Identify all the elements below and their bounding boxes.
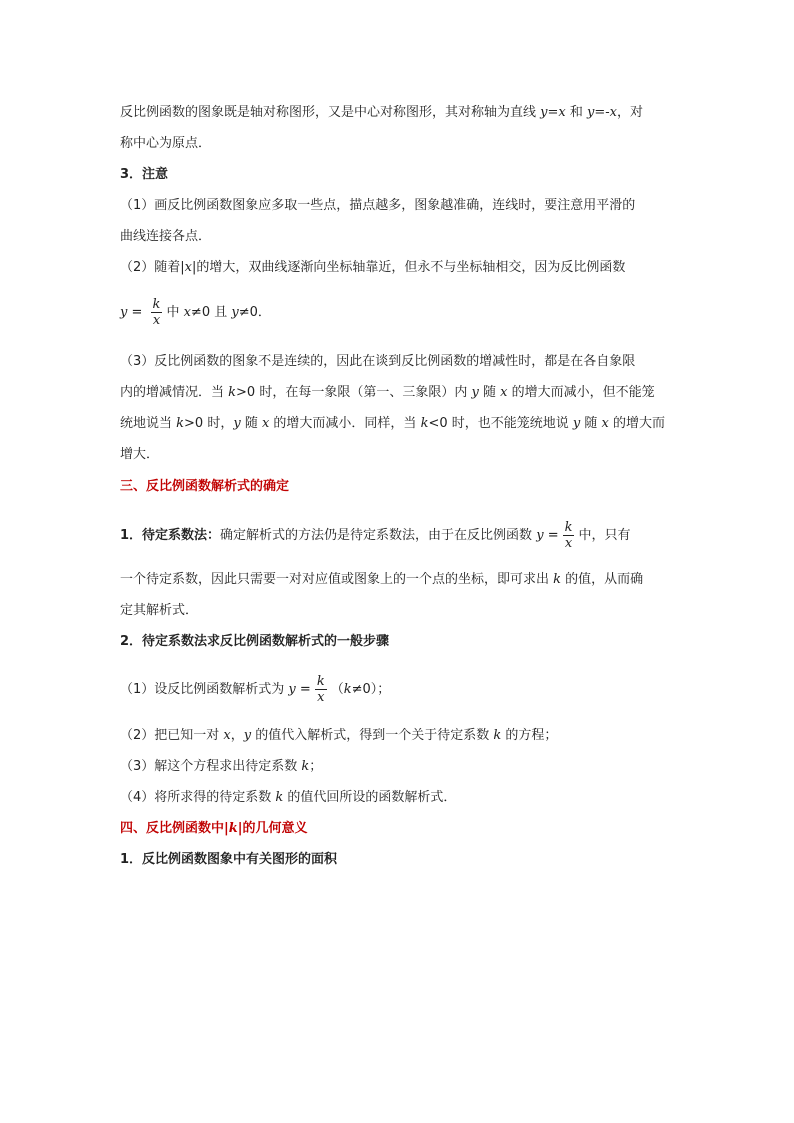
text: ≠0）；: [351, 682, 391, 697]
text: 反比例函数的图象既是轴对称图形，又是中心对称图形，其对称轴为直线: [120, 105, 541, 120]
var-k: k: [343, 682, 352, 697]
var-y: y: [536, 528, 544, 543]
text: >0 时，: [184, 416, 234, 431]
section-title-determine-expression: 三、反比例函数解析式的确定: [120, 479, 290, 494]
var-k: k: [301, 759, 310, 774]
var-k: k: [275, 790, 284, 805]
fraction-numerator: k: [564, 520, 573, 535]
section-title-geometric-meaning: [120, 819, 308, 839]
text: |的增大，双曲线逐渐向坐标轴靠近，但永不与坐标轴相交，因为反比例函数: [192, 260, 626, 275]
method-label: 1．待定系数法：: [120, 528, 221, 543]
heading-area-of-figures: 1．反比例函数图象中有关图形的面积: [120, 852, 338, 867]
text: ≠0．: [238, 305, 271, 320]
var-x: x: [261, 416, 270, 431]
text: 一个待定系数，因此只需要一对对应值或图象上的一个点的坐标，即可求出: [120, 572, 554, 587]
equals-sign: =: [547, 528, 559, 543]
fraction-k-over-x: [315, 674, 327, 705]
method-1-line-2: [120, 570, 643, 590]
var-k: k: [553, 572, 562, 587]
var-x: x: [601, 416, 609, 431]
fraction-k-over-x: [151, 297, 163, 328]
note-3-line-1: （3）反比例函数的图象不是连续的，因此在谈到反比例函数的增减性时，都是在各自象限: [120, 354, 636, 369]
text: >0 时，在每一象限（第一、三象限）内: [236, 385, 472, 400]
step-1: [120, 674, 390, 706]
var-k: k: [176, 416, 185, 431]
equals-sign: =: [131, 305, 143, 320]
paragraph-symmetry-line-2: 称中心为原点．: [120, 136, 212, 151]
heading-general-steps: 2．待定系数法求反比例函数解析式的一般步骤: [120, 634, 390, 649]
text: （: [330, 682, 344, 697]
var-y: y: [288, 682, 296, 697]
text: （2）随着|: [120, 260, 185, 275]
text: <0 时，也不能笼统地说: [428, 416, 573, 431]
text: （4）将所求得的待定系数: [120, 790, 276, 805]
fraction-denominator: x: [317, 690, 325, 705]
var-y: y: [243, 728, 252, 743]
var-y: y: [572, 416, 581, 431]
fraction-numerator: k: [316, 674, 325, 689]
text: 的增大而减小．同样，当: [269, 416, 421, 431]
fraction-denominator: x: [564, 536, 573, 551]
text: 内的增减情况．当: [120, 385, 229, 400]
step-3: [120, 757, 322, 777]
text: 和: [565, 105, 587, 120]
var-x: x: [184, 260, 192, 275]
note-2-line-2: [120, 297, 271, 329]
text: 随: [240, 416, 262, 431]
text: （3）解这个方程求出待定系数: [120, 759, 302, 774]
text: ≠0 且: [190, 305, 232, 320]
text: 四、反比例函数中|: [120, 821, 229, 836]
var-k: k: [493, 728, 502, 743]
text: 的值，从而确: [561, 572, 644, 587]
text: 统地说当: [120, 416, 177, 431]
step-4: [120, 788, 456, 808]
var-y: y: [120, 305, 128, 320]
text: 的增大而: [608, 416, 665, 431]
var-x: x: [183, 305, 191, 320]
var-y: y: [231, 305, 239, 320]
var-x: x: [223, 728, 231, 743]
text: 的值代入解析式，得到一个关于待定系数: [251, 728, 494, 743]
text: 随: [580, 416, 602, 431]
equation-y-eq-neg-x: y=-x: [586, 105, 617, 120]
heading-notes: 3．注意: [120, 167, 169, 182]
text: |的几何意义: [237, 821, 308, 836]
equation-y-eq-x: y=x: [540, 105, 566, 120]
note-3-line-3: [120, 414, 665, 434]
var-x: x: [500, 385, 508, 400]
text: ，: [230, 728, 244, 743]
equals-sign: =: [299, 682, 311, 697]
note-3-line-2: [120, 383, 655, 403]
note-3-line-4: 增大．: [120, 447, 160, 462]
text: 中，只有: [578, 528, 631, 543]
text: 的方程；: [501, 728, 558, 743]
var-y: y: [471, 385, 479, 400]
fraction-numerator: k: [152, 297, 161, 312]
fraction-denominator: x: [152, 313, 161, 328]
note-1-line-2: 曲线连接各点．: [120, 229, 212, 244]
text: 的值代回所设的函数解析式．: [283, 790, 457, 805]
var-k: k: [420, 416, 429, 431]
text: 的增大而减小，但不能笼: [507, 385, 655, 400]
step-2: [120, 726, 557, 746]
fraction-k-over-x: [563, 520, 575, 551]
note-2-line-1: [120, 258, 625, 278]
text: （1）设反比例函数解析式为: [120, 682, 289, 697]
text: （2）把已知一对: [120, 728, 224, 743]
text: 中: [166, 305, 184, 320]
paragraph-symmetry-line-1: [120, 103, 643, 123]
var-y: y: [233, 416, 241, 431]
note-1-line-1: （1）画反比例函数图象应多取一些点，描点越多，图象越准确，连线时，要注意用平滑的: [120, 198, 636, 213]
text: 确定解析式的方法仍是待定系数法，由于在反比例函数: [220, 528, 537, 543]
var-k: k: [228, 821, 238, 836]
text: ；: [309, 759, 323, 774]
method-1-line-3: 定其解析式．: [120, 603, 199, 618]
text: 随: [478, 385, 501, 400]
var-k: k: [228, 385, 237, 400]
text: ，对: [616, 105, 643, 120]
method-1-line-1: [120, 520, 631, 552]
